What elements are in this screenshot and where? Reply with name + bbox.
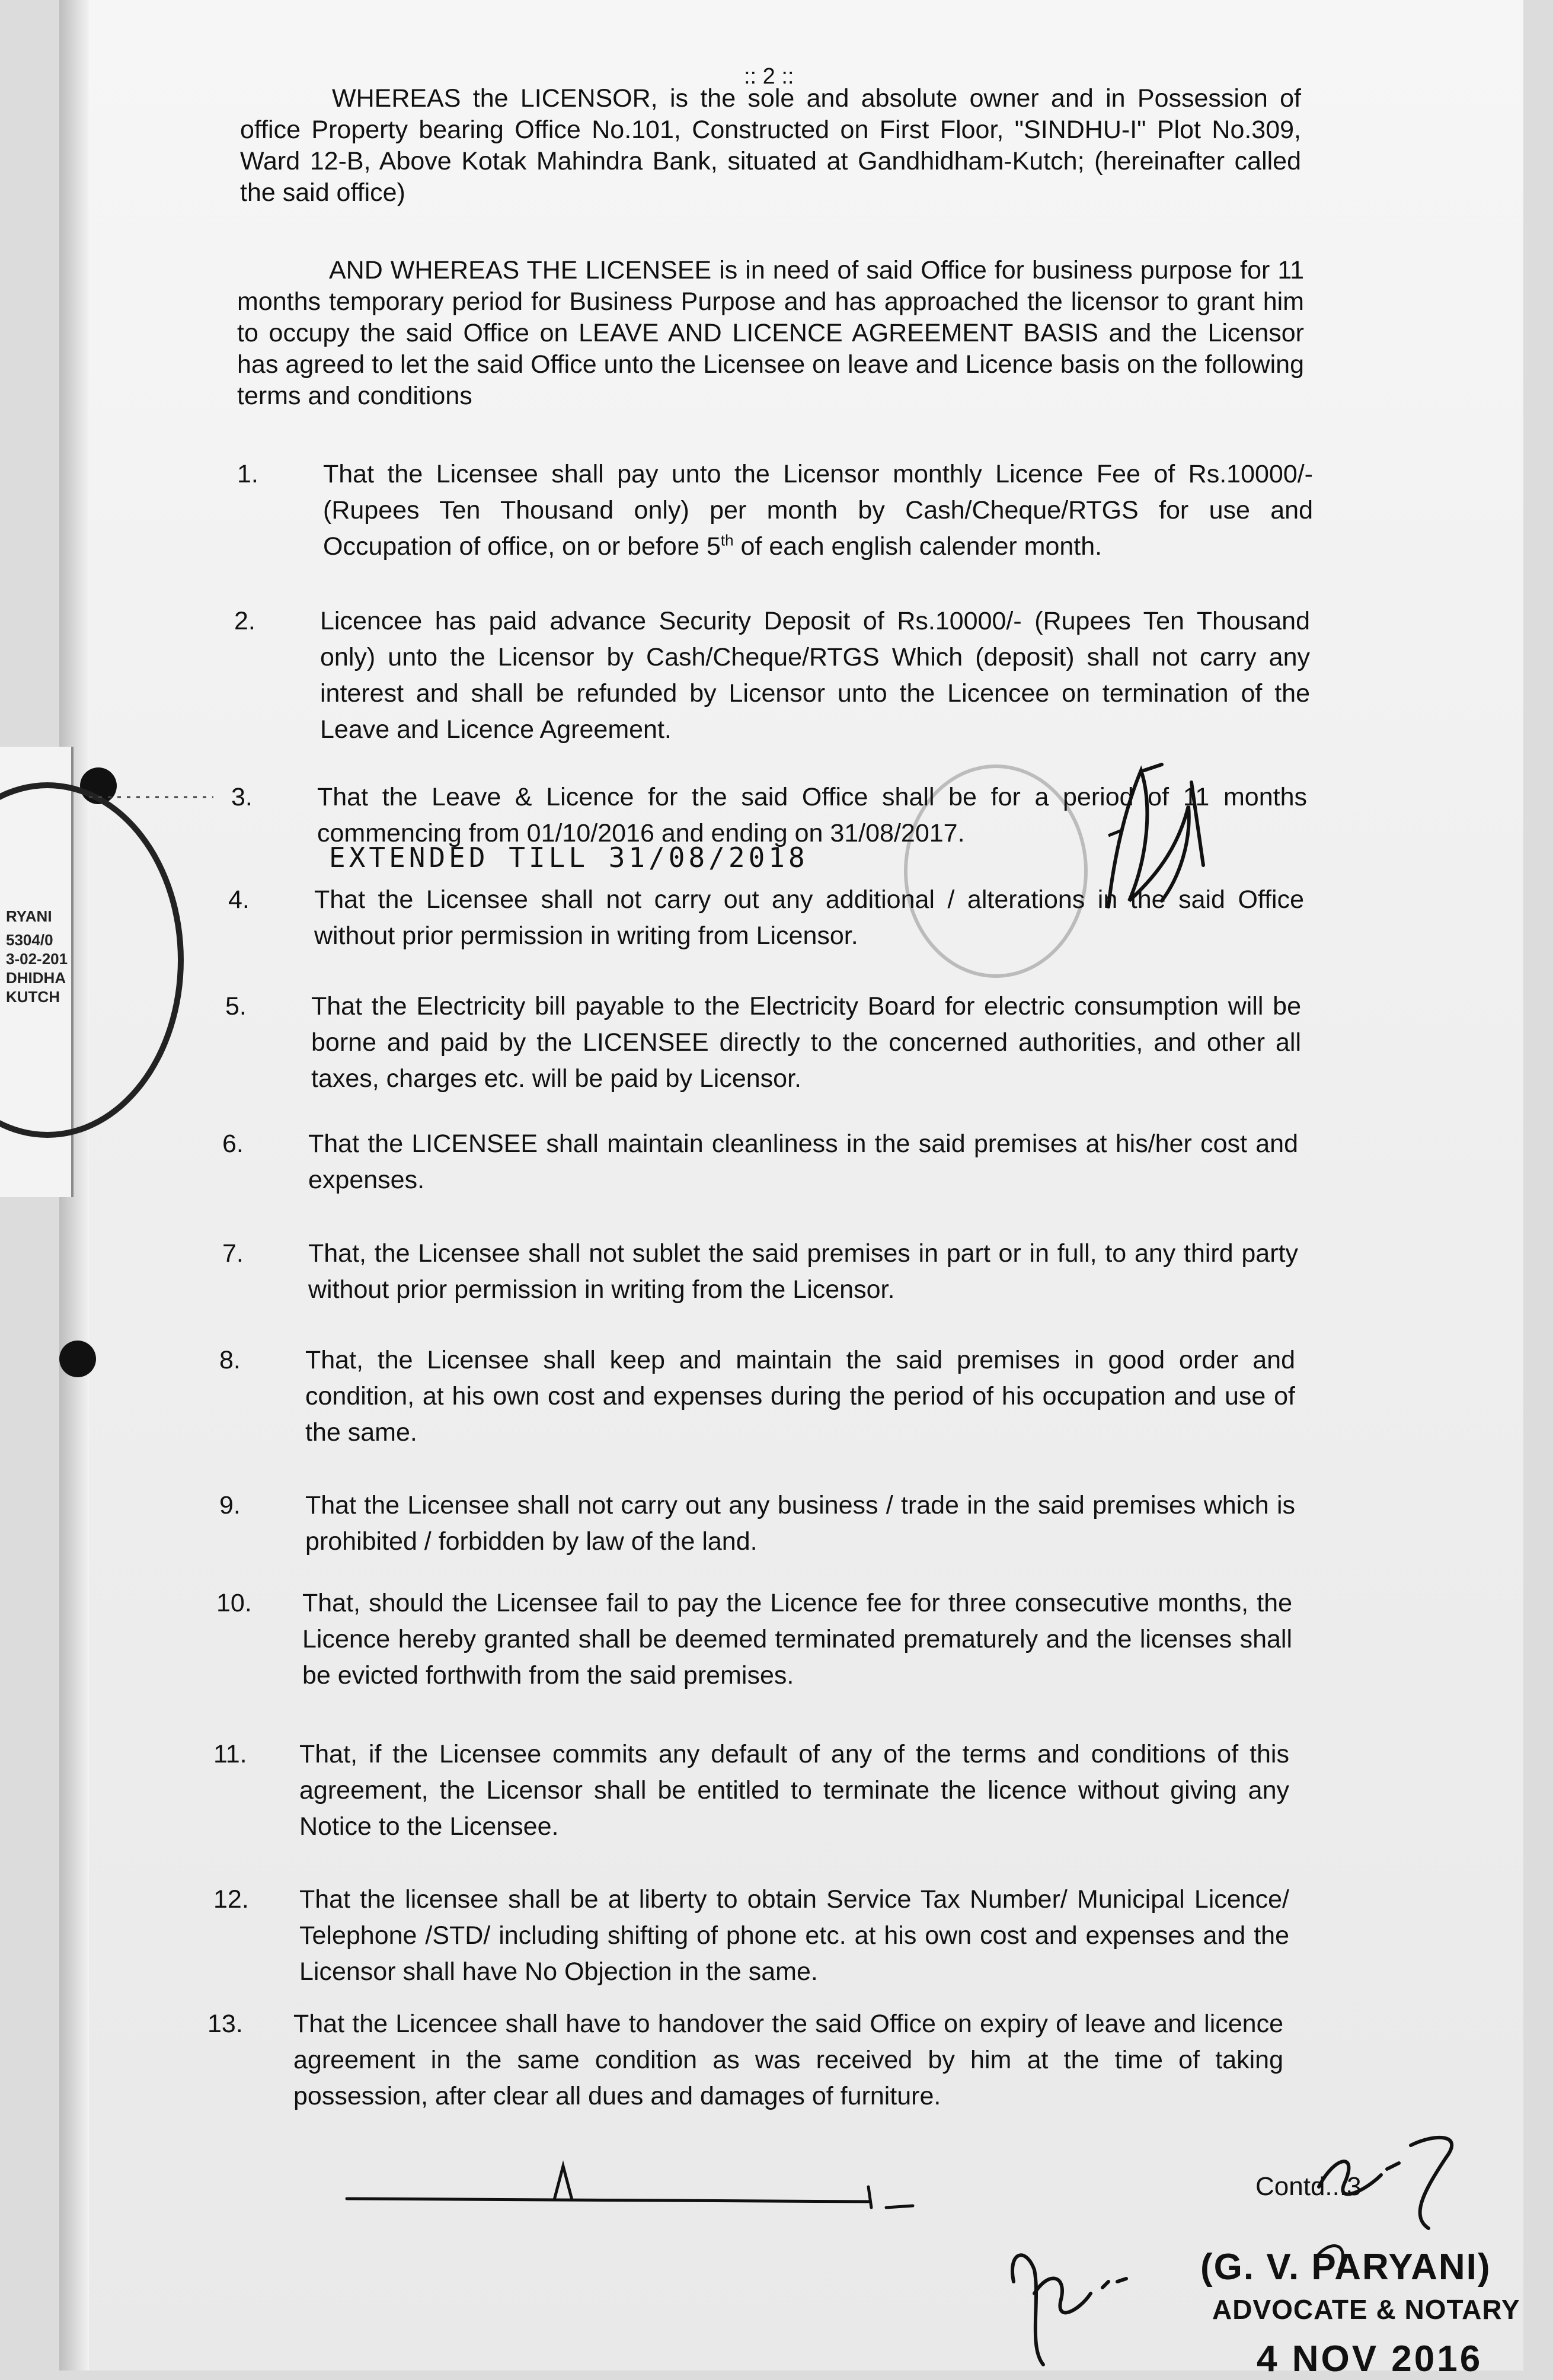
clause-number: 12.: [213, 1885, 249, 1914]
clause-number: 6.: [222, 1130, 244, 1158]
clause-text: That the Leave & Licence for the said Office shall be for a period of 11 months commencing from 01/10/2016 and ending on 31/08/2017.: [317, 783, 1307, 847]
notary-date-stamp: 4 NOV 2016: [1257, 2339, 1483, 2379]
signature-mark: [868, 2187, 913, 2208]
clause-text: That the LICENSEE shall maintain cleanliness in the said premises at his/her cost and expenses.: [308, 1130, 1298, 1194]
clause-text: That, if the Licensee commits any default of any of the terms and conditions of this agreement, the Licensor shall be entitled to terminate the licence without giving any Notice to the Licensee.: [299, 1740, 1289, 1841]
clause-text: That the Electricity bill payable to the Electricity Board for electric consumption will be borne and paid by the LICENSEE directly to the concerned authorities, and other all taxes, charges etc. will be paid by Licensor.: [311, 992, 1301, 1093]
clause-number: 8.: [219, 1346, 241, 1374]
notary-title: ADVOCATE & NOTARY: [1212, 2294, 1520, 2325]
clause-text: That the Licencee shall have to handover the said Office on expiry of leave and licence agreement in the same condition as was received by him at the time of taking possession, after clear all dues and damages of furniture.: [293, 2010, 1283, 2110]
signature-mark: [1108, 764, 1203, 907]
clause-number: 2.: [234, 607, 255, 635]
clause-number: 10.: [216, 1589, 252, 1617]
page-number: :: 2 ::: [744, 64, 794, 89]
clause-text: That, the Licensee shall not sublet the said premises in part or in full, to any third party without prior permission in writing from the Licensor.: [308, 1239, 1298, 1304]
clause-text: That the Licensee shall not carry out any business / trade in the said premises which is prohibited / forbidden by law of the land.: [305, 1491, 1295, 1556]
signature-mark: [1012, 2255, 1126, 2365]
clause-text: That, should the Licensee fail to pay the Licence fee for three consecutive months, the Licence hereby granted shall be deemed terminated prematurely and the licenses shall be evicted forthwith from the said premises.: [302, 1589, 1292, 1690]
stamp-line: RYANI: [6, 907, 52, 925]
clause-superscript: th: [720, 531, 734, 549]
clause-text: That the Licensee shall not carry out any additional / alterations in the said Office without prior permission in writing from Licensor.: [314, 885, 1304, 950]
stamp-line: KUTCH: [6, 988, 60, 1006]
paragraph-licensor: WHEREAS the LICENSOR, is the sole and absolute owner and in Possession of office Property bearing Office No.101, Constructed on First Floor, "SINDHU-I" Plot No.309, Ward 12-B, Above Kotak Mahindra Bank, situated at Gandhidham-Kutch; (hereinafter called the said office): [240, 84, 1301, 207]
clause-number: 3.: [231, 783, 253, 811]
signature-mark: [1319, 2138, 1452, 2228]
handwritten-extension-note: EXTENDED TILL 31/08/2018: [329, 842, 809, 874]
signature-line: [347, 2199, 868, 2202]
clause-number: 4.: [228, 885, 250, 914]
clause-number: 5.: [225, 992, 247, 1021]
paragraph-licensee: AND WHEREAS THE LICENSEE is in need of said Office for business purpose for 11 months temporary period for Business Purpose and has approached the licensor to grant him to occupy the said Office on LEAVE AND LICENCE AGREEMENT BASIS and the Licensor has agreed to let the said Office unto the Licensee on leave and Licence basis on the following terms and conditions: [237, 256, 1304, 410]
clause-number: 1.: [237, 460, 258, 488]
clause-number: 9.: [219, 1491, 241, 1520]
clause-number: 11.: [213, 1740, 247, 1768]
clause-text: That, the Licensee shall keep and maintain the said premises in good order and condition, at his own cost and expenses during the period of his occupation and use of the same.: [305, 1346, 1295, 1447]
clause-text: That the licensee shall be at liberty to obtain Service Tax Number/ Municipal Licence/ Telephone /STD/ including shifting of phone etc. at his own cost and expenses and the Licensor shall have No Objection in the same.: [299, 1885, 1289, 1986]
continued-marker: Contd...3: [1255, 2172, 1362, 2201]
clause-text-part: That the Licensee shall pay unto the Licensor monthly Licence Fee of Rs.10000/- (Rupees Ten Thousand only) per month by Cash/Cheque/RTGS for use and Occupation of office, on or before 5: [323, 460, 1313, 561]
signature-mark: [1316, 2246, 1343, 2270]
clause-number: 7.: [222, 1239, 244, 1268]
signature-mark: [554, 2166, 572, 2200]
clause-text: Licencee has paid advance Security Deposit of Rs.10000/- (Rupees Ten Thousand only) unto the Licensor by Cash/Cheque/RTGS Which (deposit) shall not carry any interest and shall be refunded by Licensor unto the Licencee on termination of the Leave and Licence Agreement.: [320, 607, 1310, 744]
notary-name: (G. V. PARYANI): [1200, 2247, 1491, 2288]
clause-text-part: of each english calender month.: [733, 532, 1103, 561]
stamp-line: 3-02-201: [6, 950, 68, 968]
stamp-line: 5304/0: [6, 931, 53, 949]
stamp-line: DHIDHA: [6, 969, 66, 987]
clause-number: 13.: [207, 2010, 243, 2038]
